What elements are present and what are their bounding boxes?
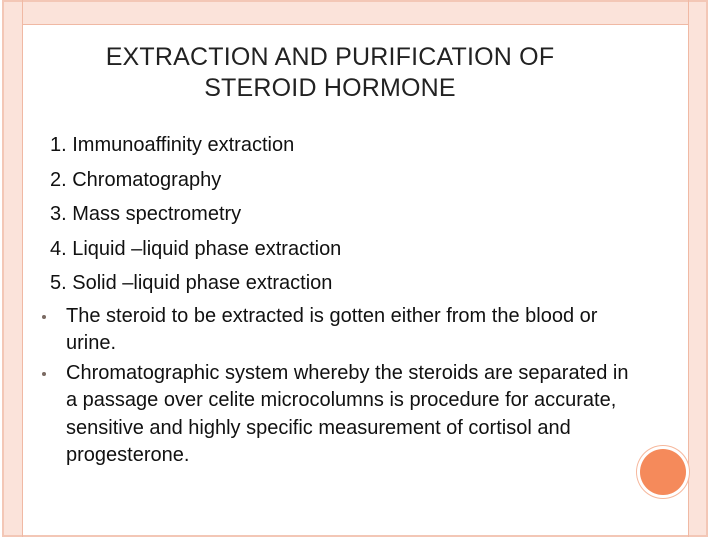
numbered-item: 4. Liquid –liquid phase extraction <box>50 237 342 260</box>
bullet-item <box>42 360 642 470</box>
bullet-dot-icon <box>42 372 46 376</box>
bullet-item <box>42 303 642 358</box>
slide-title <box>40 42 620 104</box>
frame-line-top <box>22 24 688 25</box>
numbered-item: 1. Immunoaffinity extraction <box>50 134 295 156</box>
frame-line-left <box>22 0 23 537</box>
title-line-2: STEROID HORMONE <box>204 74 456 102</box>
frame-line-right <box>688 0 689 537</box>
numbered-item: 5. Solid –liquid phase extraction <box>50 272 333 294</box>
title-line-1: EXTRACTION AND PURIFICATION OF <box>105 43 555 71</box>
bullet-text: The steroid to be extracted is gotten either from the blood or urine. <box>66 304 598 354</box>
accent-circle <box>640 449 686 495</box>
bullet-dot-icon <box>42 315 46 319</box>
slide-body <box>42 128 642 470</box>
numbered-item: 2. Chromatography <box>50 168 222 191</box>
bullet-text: Chromatographic system whereby the steroids are separated in a passage over celite microcolumns is procedure for accurate, sensitive and highly specific measurement of cortisol and progesterone. <box>66 361 629 466</box>
numbered-item: 3. Mass spectrometry <box>50 203 242 225</box>
